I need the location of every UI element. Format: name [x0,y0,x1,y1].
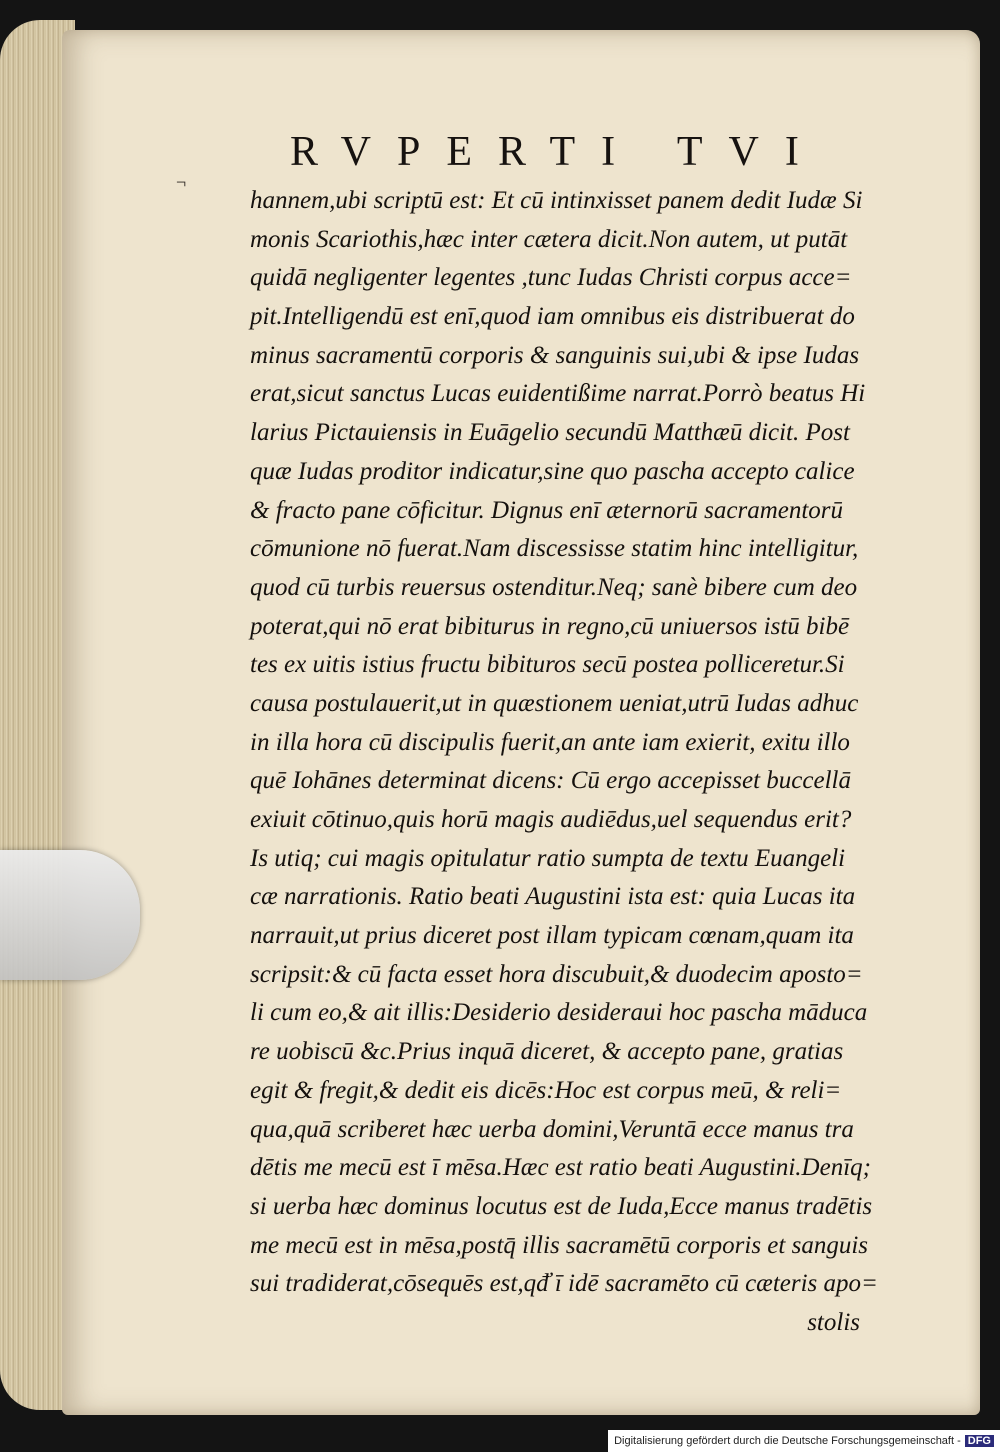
text-line: hannem,ubi scriptū est: Et cū intinxisset panem dedit Iudæ Si [250,187,863,214]
text-line: poterat,qui nō erat bibiturus in regno,cū uniuersos istū bibē [250,612,850,640]
text-line: pit.Intelligendū est enī,quod iam omnibus eis distribuerat do [250,303,855,331]
text-block [250,182,900,1343]
text-line: erat,sicut sanctus Lucas euidentißime narrat.Porrò beatus Hi [250,380,866,408]
dfg-logo: DFG [965,1435,994,1447]
text-line: egit & fregit,& dedit eis dicēs:Hoc est corpus meū, & reli= [250,1076,842,1104]
text-line: narrauit,ut prius diceret post illam typicam cœnam,quam ita [250,922,854,950]
text-line: quē Iohānes determinat dicens: Cū ergo accepisset buccellā [250,767,851,795]
text-line: dētis me mecū est ī mēsa.Hæc est ratio beati Augustini.Denīq; [250,1154,871,1182]
text-line: quod cū turbis reuersus ostenditur.Neq; sanè bibere cum deo [250,573,858,601]
text-line: quæ Iudas proditor indicatur,sine quo pascha accepto calice [250,457,855,485]
text-line: larius Pictauiensis in Euāgelio secundū Matthæū dicit. Post [250,419,850,447]
text-line: exiuit cōtinuo,quis horū magis audiēdus,uel sequendus erit? [250,806,852,833]
margin-mark: ¬ [176,172,187,192]
text-line: stolis [807,1308,860,1336]
text-line: qua,quā scriberet hæc uerba domini,Veruntā ecce manus tra [250,1115,854,1143]
text-line: cæ narrationis. Ratio beati Augustini ista est: quia Lucas ita [250,883,856,911]
text-line: sui tradiderat,cōsequēs est,qđ̓ ī idē sacramēto cū cæteris apo= [250,1270,878,1298]
text-line: quidā negligenter legentes ,tunc Iudas Christi corpus acce= [250,264,852,292]
text-line: re uobiscū &c.Prius inquā diceret, & accepto pane, gratias [250,1038,844,1066]
text-line: & fracto pane cōficitur. Dignus enī æternorū sacramentorū [250,496,844,524]
running-head: RVPERTI TVI [290,129,825,175]
text-line: scripsit:& cū facta esset hora discubuit,& duodecim aposto= [250,960,863,988]
text-line: li cum eo,& ait illis:Desiderio desideraui hoc pascha māduca [250,999,868,1027]
credit-text: Digitalisierung gefördert durch die Deutsche Forschungsgemeinschaft - [614,1435,961,1447]
text-line: in illa hora cū discipulis fuerit,an ante iam exierit, exitu illo [250,728,850,756]
text-line: minus sacramentū corporis & sanguinis sui,ubi & ipse Iudas [250,341,860,369]
digitization-credit [608,1430,1000,1452]
text-line: si uerba hæc dominus locutus est de Iuda,Ecce manus tradētis [250,1192,873,1220]
text-line: tes ex uitis istius fructu bibituros secū postea polliceretur.Si [250,651,845,679]
text-line: causa postulauerit,ut in quæstionem ueniat,utrū Iudas adhuc [250,689,859,717]
page-clip [0,850,140,980]
text-line: me mecū est in mēsa,postq̄ illis sacramētū corporis et sanguis [250,1231,869,1259]
text-line: Is utiq; cui magis opitulatur ratio sumpta de textu Euangeli [250,844,846,872]
text-line: monis Scariothis,hæc inter cætera dicit.Non autem, ut putāt [250,225,848,253]
text-line: cōmunione nō fuerat.Nam discessisse statim hinc intelligitur, [250,535,859,563]
